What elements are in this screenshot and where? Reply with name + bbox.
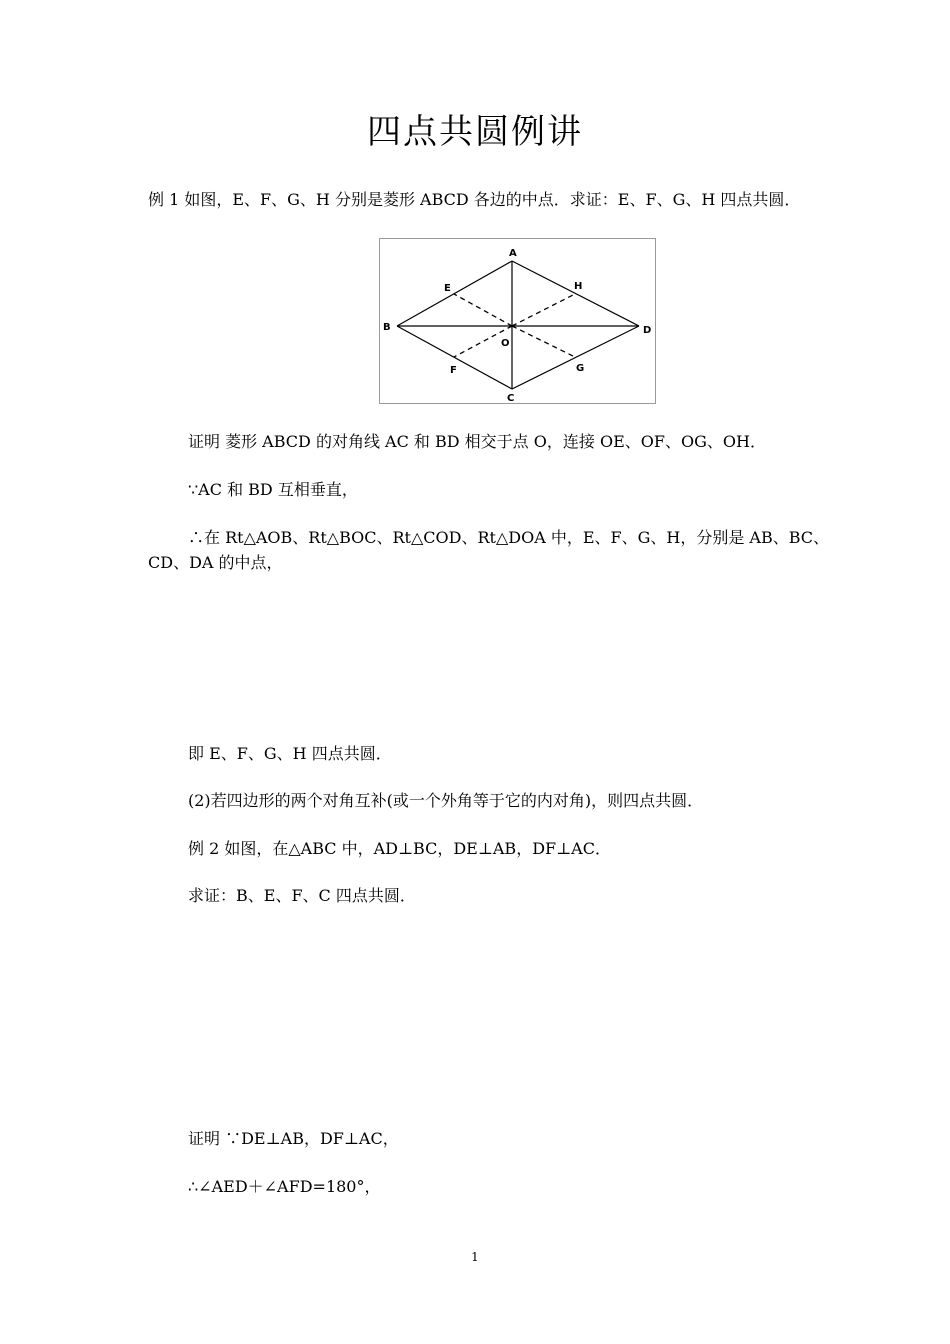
proof-2-line-1: 证明 ∵DE⊥AB，DF⊥AC，	[188, 1129, 399, 1148]
proof-1-line-3: ∴在 Rt△AOB、Rt△BOC、Rt△COD、Rt△DOA 中，E、F、G、H，分别是 AB、BC、	[188, 528, 830, 547]
segment-OG	[512, 326, 575, 357]
proof-1-line-1: 证明 菱形 ABCD 的对角线 AC 和 BD 相交于点 O，连接 OE、OF、OG、OH．	[188, 432, 766, 451]
proof-1-line-4: CD、DA 的中点，	[148, 553, 283, 572]
label-G: G	[576, 363, 585, 374]
segment-OH	[512, 294, 575, 326]
label-E: E	[444, 283, 451, 294]
rhombus-figure	[379, 238, 656, 404]
label-H: H	[574, 281, 583, 292]
label-F: F	[450, 365, 457, 376]
label-B: B	[383, 322, 391, 333]
example-2-statement: 例 2 如图，在△ABC 中，AD⊥BC，DE⊥AB，DF⊥AC．	[188, 839, 611, 858]
page-number: 1	[471, 1250, 479, 1264]
proof-1-conclusion: 即 E、F、G、H 四点共圆．	[188, 744, 392, 763]
label-D: D	[643, 325, 652, 336]
label-A: A	[509, 248, 517, 259]
label-C: C	[507, 393, 515, 403]
proof-2-line-2: ∴∠AED＋∠AFD=180°，	[188, 1177, 381, 1196]
rhombus-diagram	[380, 239, 655, 403]
page-title: 四点共圆例讲	[367, 112, 583, 152]
example-1-statement: 例 1 如图，E、F、G、H 分别是菱形 ABCD 各边的中点．求证：E、F、G、H 四点共圆．	[148, 190, 801, 209]
proof-1-line-2: ∵AC 和 BD 互相垂直，	[188, 480, 358, 499]
rule-2: (2)若四边形的两个对角互补(或一个外角等于它的内对角)，则四点共圆．	[188, 791, 704, 810]
label-O: O	[501, 338, 510, 349]
segment-OE	[454, 294, 512, 326]
example-2-prove: 求证：B、E、F、C 四点共圆．	[188, 886, 416, 905]
